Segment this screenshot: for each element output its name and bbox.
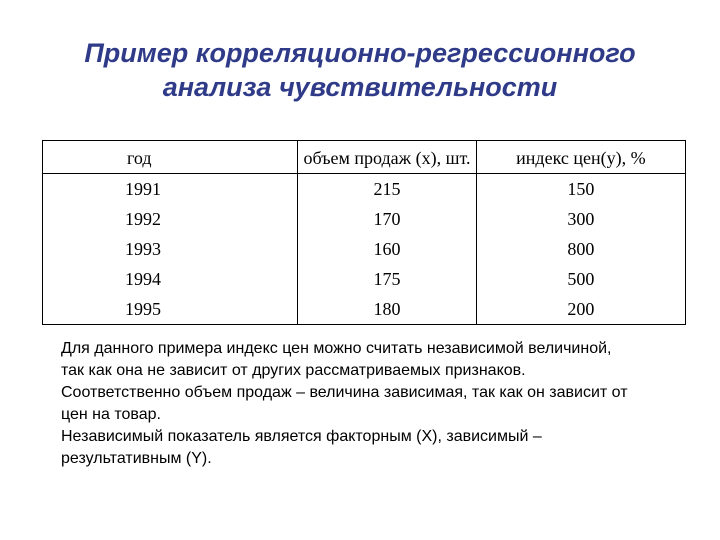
header-sales: объем продаж (x), шт. <box>298 141 477 174</box>
table-row <box>43 174 686 205</box>
description-paragraph-1: Для данного примера индекс цен можно считать независимой величиной, так как она не зависит от других рассматриваемых признаков. <box>61 340 612 379</box>
cell-year: 1991 <box>43 174 298 205</box>
cell-sales: 160 <box>298 234 477 264</box>
header-price: индекс цен(y), % <box>476 141 685 174</box>
header-year: год <box>43 141 298 174</box>
cell-sales: 170 <box>298 204 477 234</box>
cell-year: 1992 <box>43 204 298 234</box>
slide-title-line-2: анализа чувствительности <box>162 72 558 102</box>
slide-title-line-1: Пример корреляционно-регрессионного <box>84 38 636 68</box>
cell-year: 1995 <box>43 294 298 325</box>
cell-price: 500 <box>476 264 685 294</box>
cell-sales: 180 <box>298 294 477 325</box>
description-paragraph-2: Соответственно объем продаж – величина зависимая, так как он зависит от цен на товар. <box>61 384 628 423</box>
cell-price: 300 <box>476 204 685 234</box>
slide-title <box>0 36 720 104</box>
description-paragraph-3: Независимый показатель является факторным (X), зависимый – результативным (Y). <box>61 428 542 467</box>
cell-year: 1993 <box>43 234 298 264</box>
cell-price: 200 <box>476 294 685 325</box>
description-text <box>61 338 631 470</box>
cell-price: 150 <box>476 174 685 205</box>
table-row <box>43 234 686 264</box>
table-row <box>43 264 686 294</box>
table-row <box>43 294 686 325</box>
cell-sales: 175 <box>298 264 477 294</box>
sales-price-table <box>42 140 686 325</box>
cell-price: 800 <box>476 234 685 264</box>
table-row <box>43 204 686 234</box>
cell-sales: 215 <box>298 174 477 205</box>
cell-year: 1994 <box>43 264 298 294</box>
table-header-row <box>43 141 686 174</box>
